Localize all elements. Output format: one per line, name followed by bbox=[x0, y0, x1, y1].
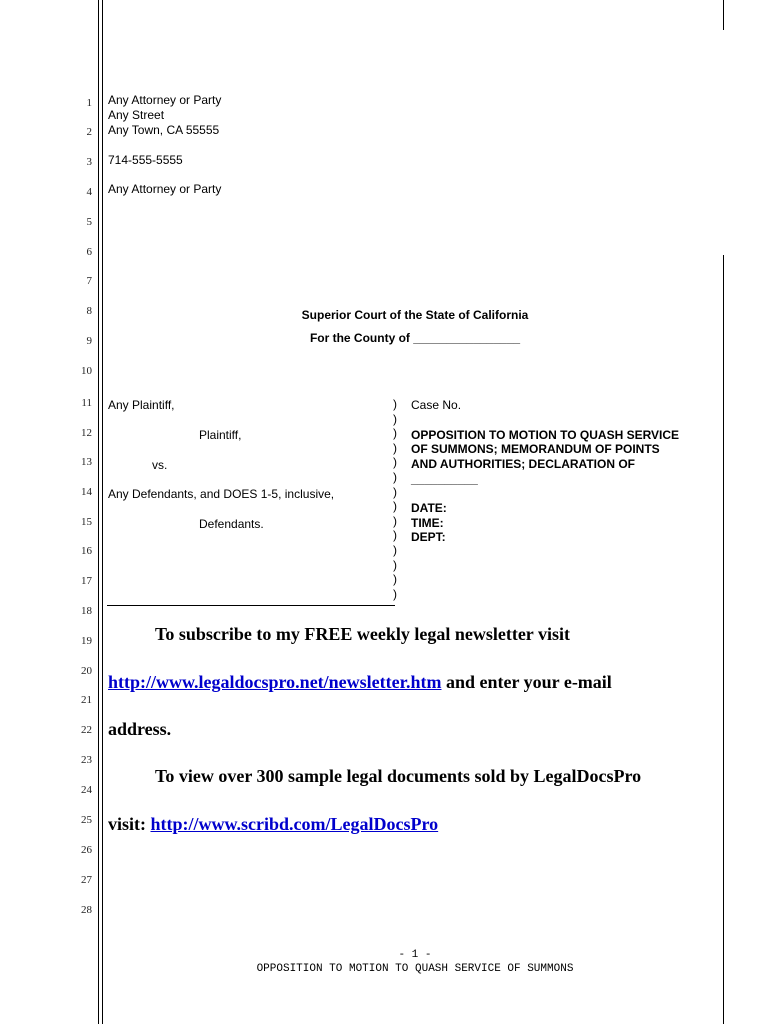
document-title-line-1: OPPOSITION TO MOTION TO QUASH SERVICE bbox=[411, 428, 680, 442]
line-number: 1 bbox=[86, 97, 92, 109]
document-title-line-2: OF SUMMONS; MEMORANDUM OF POINTS bbox=[411, 442, 660, 456]
line-number: 26 bbox=[81, 844, 92, 856]
caption-paren: ) bbox=[393, 440, 397, 455]
right-margin-rule bbox=[723, 255, 724, 1024]
line-number: 19 bbox=[81, 635, 92, 647]
line-number: 2 bbox=[86, 126, 92, 138]
line-number: 24 bbox=[81, 784, 92, 796]
caption-paren: ) bbox=[393, 513, 397, 528]
attorney-name: Any Attorney or Party bbox=[108, 93, 222, 107]
caption-underline bbox=[107, 605, 395, 606]
footer-title: OPPOSITION TO MOTION TO QUASH SERVICE OF SUMMONS bbox=[256, 963, 574, 975]
line-number: 15 bbox=[81, 516, 92, 528]
hearing-time-label: TIME: bbox=[411, 516, 444, 530]
caption-paren: ) bbox=[393, 542, 397, 557]
line-number: 14 bbox=[81, 486, 92, 498]
defendants-label: Defendants. bbox=[199, 517, 264, 531]
line-number: 12 bbox=[81, 427, 92, 439]
newsletter-paragraph-line-1: To subscribe to my FREE weekly legal newsletter visit bbox=[155, 624, 570, 644]
line-number: 22 bbox=[81, 724, 92, 736]
line-number: 25 bbox=[81, 814, 92, 826]
caption-paren: ) bbox=[393, 426, 397, 441]
line-number: 11 bbox=[81, 397, 92, 409]
line-number: 7 bbox=[86, 275, 92, 287]
line-number: 5 bbox=[86, 216, 92, 228]
attorney-phone: 714-555-5555 bbox=[108, 153, 183, 167]
newsletter-link[interactable]: http://www.legaldocspro.net/newsletter.htm bbox=[108, 672, 442, 692]
scribd-link[interactable]: http://www.scribd.com/LegalDocsPro bbox=[150, 814, 439, 834]
caption-paren: ) bbox=[393, 557, 397, 572]
case-number-label: Case No. bbox=[411, 398, 462, 412]
versus-label: vs. bbox=[152, 458, 168, 472]
plaintiff-name: Any Plaintiff, bbox=[108, 398, 175, 412]
line-number: 18 bbox=[81, 605, 92, 617]
caption-paren: ) bbox=[393, 484, 397, 499]
caption-paren: ) bbox=[393, 397, 397, 411]
line-number: 20 bbox=[81, 665, 92, 677]
caption-paren: ) bbox=[393, 586, 397, 601]
line-number: 17 bbox=[81, 575, 92, 587]
hearing-dept-label: DEPT: bbox=[411, 530, 446, 544]
caption-paren: ) bbox=[393, 499, 397, 514]
line-number: 4 bbox=[86, 186, 92, 198]
samples-prefix: visit: bbox=[108, 814, 151, 834]
attorney-street: Any Street bbox=[108, 108, 165, 122]
left-margin-rule-inner bbox=[102, 0, 103, 1024]
caption-paren-column bbox=[393, 397, 401, 601]
line-number: 23 bbox=[81, 754, 92, 766]
caption-paren: ) bbox=[393, 572, 397, 587]
caption-paren: ) bbox=[393, 411, 397, 426]
caption-paren: ) bbox=[393, 469, 397, 484]
court-name: Superior Court of the State of California bbox=[301, 308, 529, 322]
line-number: 8 bbox=[86, 305, 92, 317]
court-county: For the County of ________________ bbox=[309, 331, 521, 345]
line-number: 27 bbox=[81, 874, 92, 886]
samples-paragraph-line-1: To view over 300 sample legal documents sold by LegalDocsPro bbox=[155, 766, 642, 786]
document-title-line-4: __________ bbox=[411, 472, 478, 486]
line-number: 10 bbox=[81, 365, 92, 377]
line-number: 13 bbox=[81, 456, 92, 468]
document-title-line-3: AND AUTHORITIES; DECLARATION OF bbox=[411, 457, 635, 471]
line-number: 6 bbox=[86, 246, 92, 258]
line-number: 3 bbox=[86, 156, 92, 168]
line-number: 21 bbox=[81, 694, 92, 706]
line-number: 16 bbox=[81, 545, 92, 557]
newsletter-text: and enter your e-mail bbox=[441, 672, 612, 692]
attorney-city: Any Town, CA 55555 bbox=[108, 123, 220, 137]
line-number: 28 bbox=[81, 904, 92, 916]
defendants-name: Any Defendants, and DOES 1-5, inclusive, bbox=[108, 487, 335, 501]
right-margin-rule-top bbox=[723, 0, 724, 30]
page-number: - 1 - bbox=[398, 949, 432, 961]
line-number: 9 bbox=[86, 335, 92, 347]
newsletter-paragraph-line-3: address. bbox=[108, 719, 172, 739]
caption-paren: ) bbox=[393, 455, 397, 470]
hearing-date-label: DATE: bbox=[411, 501, 447, 515]
plaintiff-label: Plaintiff, bbox=[199, 428, 242, 442]
caption-paren: ) bbox=[393, 528, 397, 543]
samples-paragraph-line-2 bbox=[108, 814, 438, 835]
newsletter-paragraph-line-2 bbox=[108, 672, 612, 693]
left-margin-rule-outer bbox=[98, 0, 99, 1024]
attorney-for: Any Attorney or Party bbox=[108, 182, 222, 196]
